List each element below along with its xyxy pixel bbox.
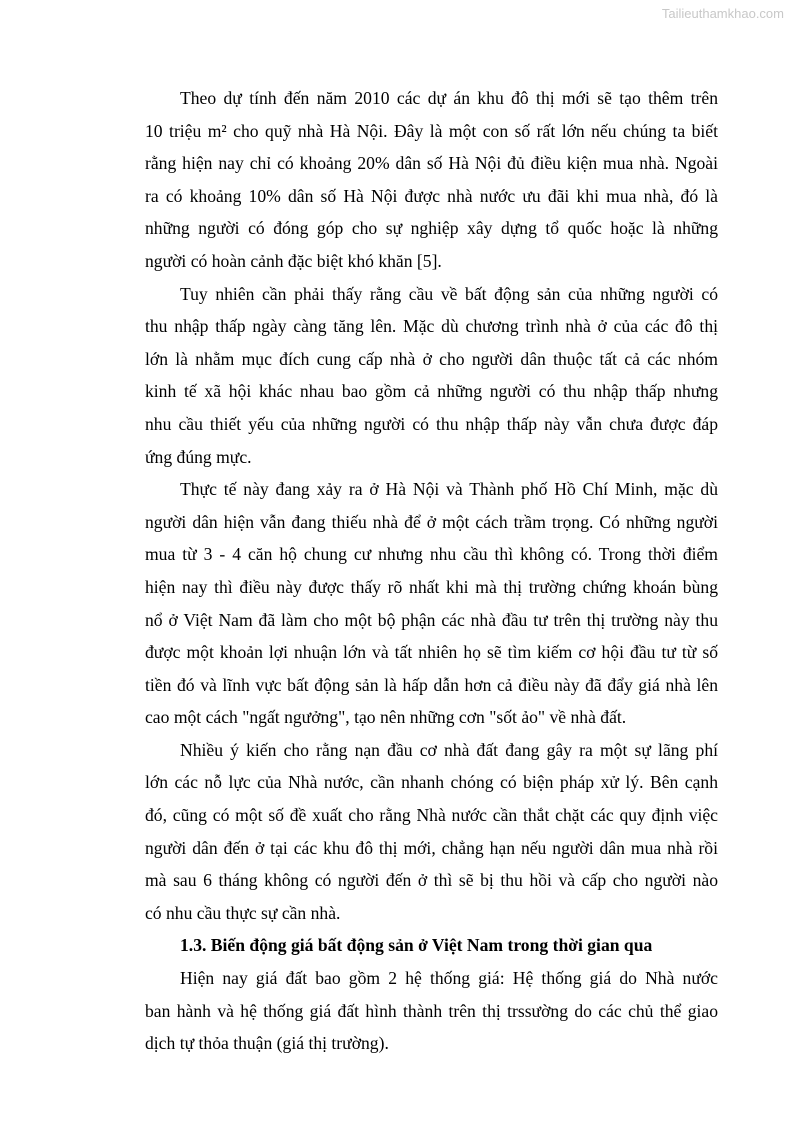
text-line: ban hành và hệ thống giá đất hình thành trên thị trssường do các chủ thể giao: [145, 1000, 718, 1021]
paragraph: [145, 82, 718, 278]
text-line: ứng đúng mực.: [145, 446, 252, 467]
watermark: Tailieuthamkhao.com: [661, 6, 784, 21]
text-line: hiện nay thì điều này được thấy rõ nhất khi mà thị trường chứng khoán bùng: [145, 576, 718, 597]
text-line: 10 triệu m² cho quỹ nhà Hà Nội. Đây là một con số rất lớn nếu chúng ta biết: [145, 120, 718, 141]
text-line: người dân hiện vẫn đang thiếu nhà để ở một cách trầm trọng. Có những người: [145, 511, 718, 532]
text-line: kinh tế xã hội khác nhau bao gồm cả những người có thu nhập thấp nhưng: [145, 381, 718, 402]
text-line: có nhu cầu thực sự cần nhà.: [145, 902, 341, 923]
paragraph: [145, 278, 718, 474]
text-line: đó, cũng có một số đề xuất cho rằng Nhà nước cần thắt chặt các quy định việc: [145, 805, 718, 826]
text-line: được một khoản lợi nhuận lớn và tất nhiên họ sẽ tìm kiếm cơ hội đầu tư từ số: [145, 642, 718, 663]
text-line: lớn là nhằm mục đích cung cấp nhà ở cho người dân thuộc tất cả các nhóm: [145, 348, 718, 369]
heading-text: 1.3. Biến động giá bất động sản ở Việt Nam trong thời gian qua: [180, 935, 653, 956]
paragraph: [145, 734, 718, 930]
text-line: Nhiều ý kiến cho rằng nạn đầu cơ nhà đất đang gây ra một sự lãng phí: [180, 739, 718, 760]
text-line: ra có khoảng 10% dân số Hà Nội được nhà nước ưu đãi khi mua nhà, đó là: [145, 185, 718, 206]
text-line: nhu cầu thiết yếu của những người có thu nhập thấp này vẫn chưa được đáp: [145, 413, 718, 434]
text-line: rằng hiện nay chỉ có khoảng 20% dân số Hà Nội đủ điều kiện mua nhà. Ngoài: [145, 153, 718, 174]
text-line: lớn các nỗ lực của Nhà nước, cần nhanh chóng có biện pháp xử lý. Bên cạnh: [145, 772, 718, 793]
section-heading: [145, 929, 718, 962]
text-line: những người có đóng góp cho sự nghiệp xây dựng tổ quốc hoặc là những: [145, 218, 718, 239]
text-line: tiền đó và lĩnh vực bất động sản là hấp dẫn hơn cả điều này đã đẩy giá nhà lên: [145, 674, 718, 695]
text-line: thu nhập thấp ngày càng tăng lên. Mặc dù chương trình nhà ở của các đô thị: [145, 316, 718, 337]
text-line: nổ ở Việt Nam đã làm cho một bộ phận các nhà đầu tư trên thị trường này thu: [145, 609, 718, 630]
text-line: Thực tế này đang xảy ra ở Hà Nội và Thành phố Hồ Chí Minh, mặc dù: [180, 479, 718, 500]
text-line: Hiện nay giá đất bao gồm 2 hệ thống giá: Hệ thống giá do Nhà nước: [180, 968, 718, 989]
paragraph: [145, 473, 718, 734]
text-line: người có hoàn cảnh đặc biệt khó khăn [5].: [145, 250, 442, 271]
text-line: người dân đến ở tại các khu đô thị mới, chẳng hạn nếu người dân mua nhà rồi: [145, 837, 718, 858]
text-line: mua từ 3 - 4 căn hộ chung cư nhưng nhu cầu thì không có. Trong thời điểm: [145, 544, 718, 565]
text-line: dịch tự thỏa thuận (giá thị trường).: [145, 1033, 389, 1054]
text-line: Theo dự tính đến năm 2010 các dự án khu đô thị mới sẽ tạo thêm trên: [180, 88, 718, 108]
paragraph: [145, 962, 718, 1060]
text-line: cao một cách "ngất ngưởng", tạo nên những cơn "sốt ảo" về nhà đất.: [145, 707, 627, 728]
text-line: Tuy nhiên cần phải thấy rằng cầu về bất động sản của những người có: [180, 283, 718, 304]
document-body: [145, 82, 718, 1060]
text-line: mà sau 6 tháng không có người đến ở thì sẽ bị thu hồi và cấp cho người nào: [145, 870, 718, 891]
